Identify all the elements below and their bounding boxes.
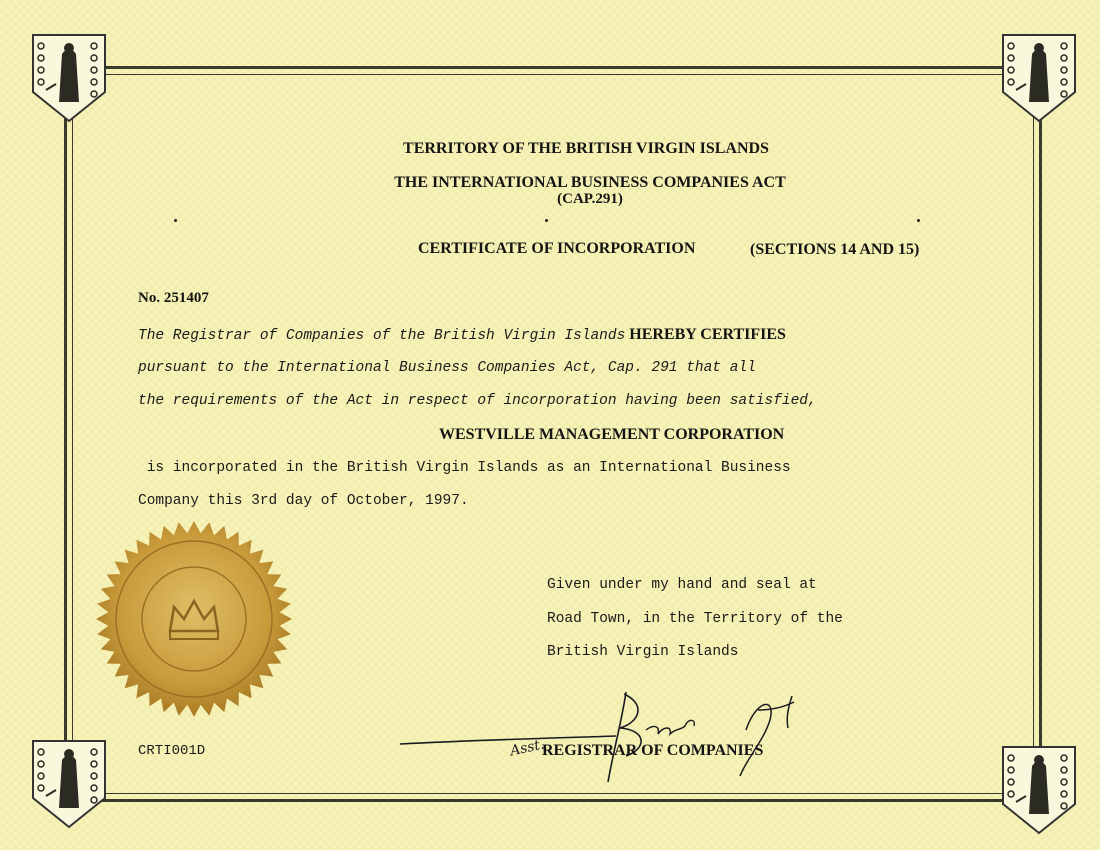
certifies-line (138, 326, 786, 344)
certificate-title: CERTIFICATE OF INCORPORATION (418, 240, 696, 257)
sections-label: (SECTIONS 14 AND 15) (750, 241, 920, 258)
decorative-dot (545, 219, 548, 222)
registrar-signature-icon (396, 690, 826, 790)
company-name: WESTVILLE MANAGEMENT CORPORATION (439, 426, 785, 443)
registrar-title: REGISTRAR OF COMPANIES (542, 742, 764, 759)
date-line: Company this 3rd day of October, 1997. (138, 493, 469, 509)
decorative-dot (917, 219, 920, 222)
bvi-crest-icon (30, 32, 108, 124)
given-line-1: Given under my hand and seal at (547, 577, 817, 593)
requirements-line: the requirements of the Act in respect of incorporation having been satisfied, (138, 393, 817, 409)
pursuant-line: pursuant to the International Business Companies Act, Cap. 291 that all (138, 360, 756, 376)
certificate-number: No. 251407 (138, 290, 209, 306)
seal-starburst (96, 521, 292, 717)
registrar-statement: The Registrar of Companies of the British Virgin Islands (138, 328, 626, 344)
bvi-crest-icon (1000, 32, 1078, 124)
gold-seal-icon (94, 519, 294, 719)
form-code: CRTI001D (138, 743, 206, 759)
given-line-3: British Virgin Islands (547, 644, 739, 660)
bvi-crest-icon (30, 738, 108, 830)
bvi-crest-icon (1000, 744, 1078, 836)
signature-prefix: Asst. (508, 736, 546, 760)
incorporated-line: is incorporated in the British Virgin Islands as an International Business (138, 460, 791, 476)
decorative-dot (174, 219, 177, 222)
territory-heading: TERRITORY OF THE BRITISH VIRGIN ISLANDS (403, 140, 769, 157)
hereby-certifies: HEREBY CERTIFIES (629, 326, 786, 343)
given-line-2: Road Town, in the Territory of the (547, 611, 843, 627)
cap-heading: (CAP.291) (557, 191, 623, 207)
act-heading: THE INTERNATIONAL BUSINESS COMPANIES ACT (394, 174, 786, 191)
